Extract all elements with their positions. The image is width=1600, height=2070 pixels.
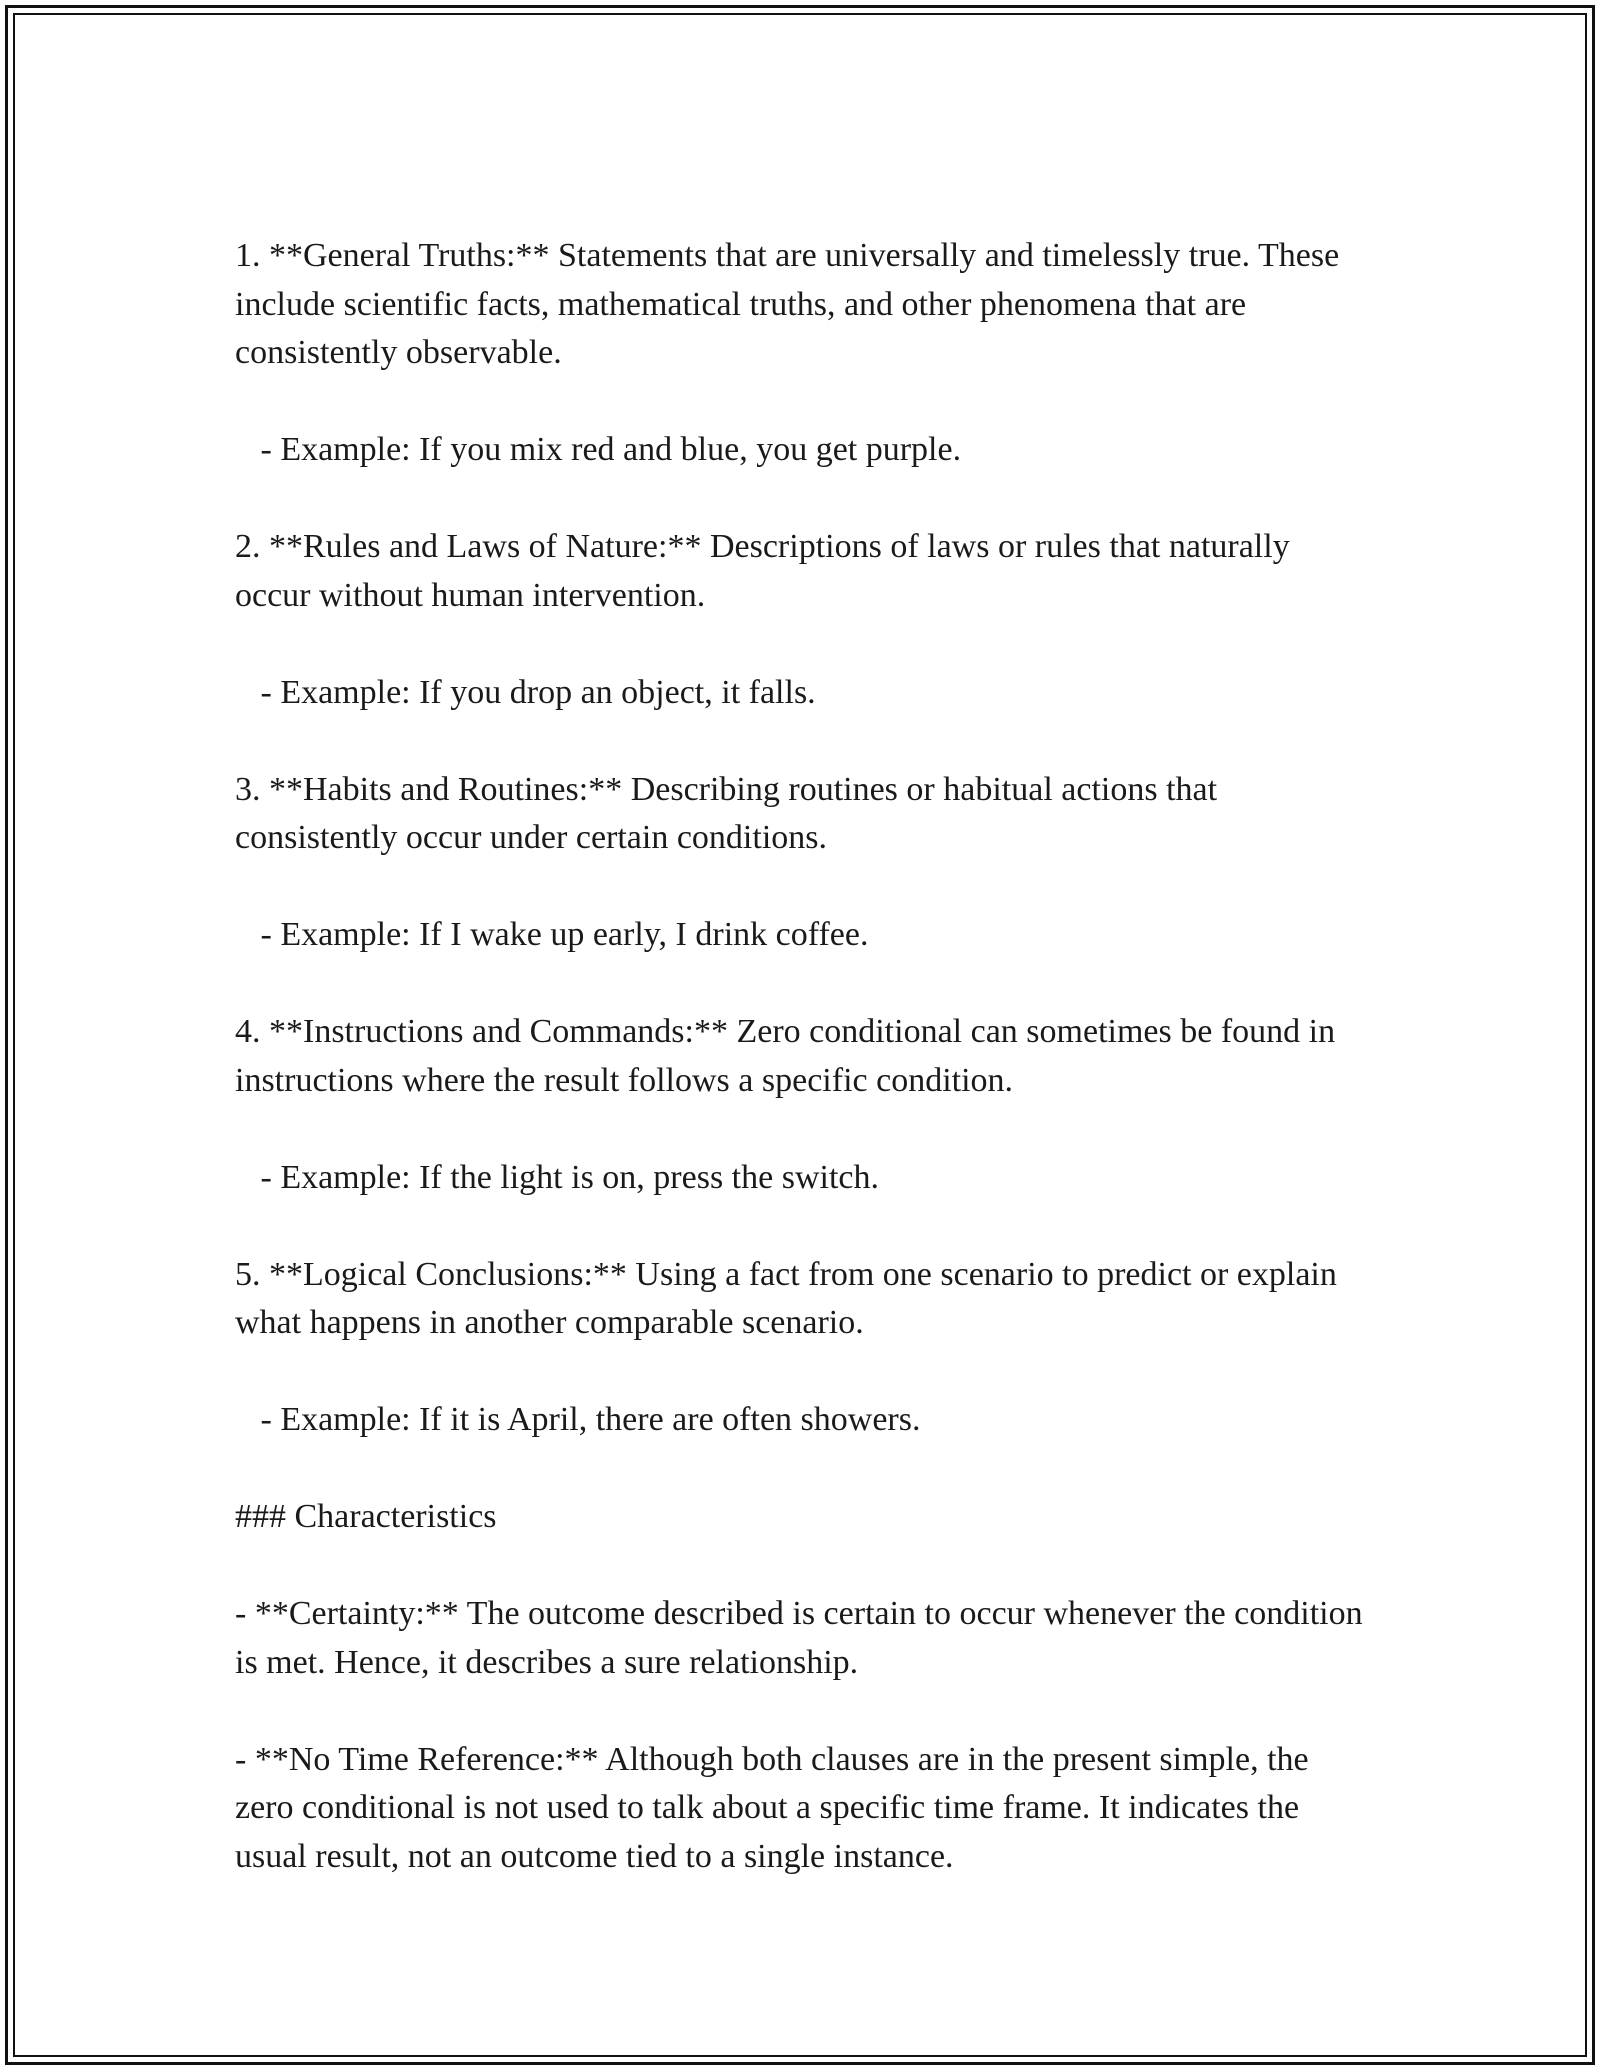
list-item-instructions-and-commands: 4. **Instructions and Commands:** Zero conditional can sometimes be found in instructions where the result follows a specific condition. (235, 1013, 1344, 1099)
section-heading-characteristics: ### Characteristics (235, 1498, 497, 1535)
list-item-logical-conclusions: 5. **Logical Conclusions:** Using a fact from one scenario to predict or explain what happens in another comparable scenario. (235, 1255, 1346, 1341)
example-instructions-and-commands: - Example: If the light is on, press the switch. (235, 1158, 879, 1196)
list-item-habits-and-routines: 3. **Habits and Routines:** Describing routines or habitual actions that consistently occur under certain conditions. (235, 770, 1226, 856)
bullet-no-time-reference: - **No Time Reference:** Although both clauses are in the present simple, the zero conditional is not used to talk about a specific time frame. It indicates the usual result, not an outcome tied to a single instance. (235, 1740, 1318, 1875)
example-general-truths: - Example: If you mix red and blue, you get purple. (235, 431, 962, 468)
example-habits-and-routines: - Example: If I wake up early, I drink coffee. (235, 916, 869, 953)
example-rules-and-laws: - Example: If you drop an object, it falls. (235, 673, 816, 711)
list-item-rules-and-laws: 2. **Rules and Laws of Nature:** Descriptions of laws or rules that naturally occur without human intervention. (235, 528, 1299, 614)
list-item-general-truths: 1. **General Truths:** Statements that are universally and timelessly true. These include scientific facts, mathematical truths, and other phenomena that are consistently observable. (235, 237, 1348, 371)
example-logical-conclusions: - Example: If it is April, there are often showers. (235, 1401, 921, 1438)
document-body (235, 232, 1372, 1881)
bullet-certainty: - **Certainty:** The outcome described is certain to occur whenever the condition is met. Hence, it describes a sure relationship. (235, 1595, 1372, 1681)
